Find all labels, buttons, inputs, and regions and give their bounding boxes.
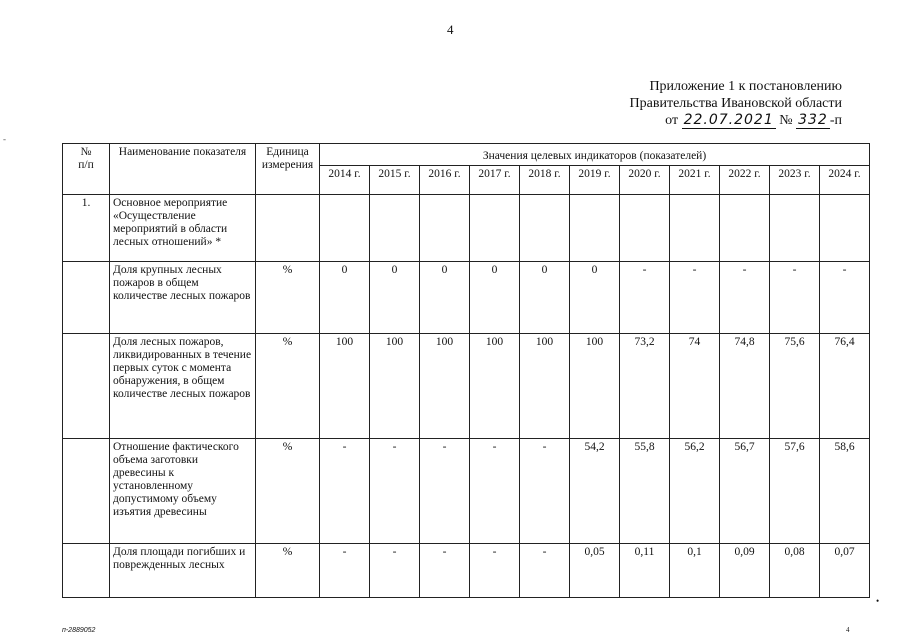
row-value	[520, 195, 570, 262]
row-value	[620, 195, 670, 262]
row-value: -	[470, 544, 520, 598]
row-value: -	[820, 262, 870, 334]
row-unit: %	[256, 262, 320, 334]
header-name: Наименование показателя	[110, 144, 256, 195]
row-value: -	[320, 439, 370, 544]
year-header: 2024 г.	[820, 166, 870, 195]
year-header: 2014 г.	[320, 166, 370, 195]
row-unit	[256, 195, 320, 262]
row-value	[770, 195, 820, 262]
row-no	[63, 544, 110, 598]
row-value	[320, 195, 370, 262]
year-header: 2023 г.	[770, 166, 820, 195]
appendix-line-2: Правительства Ивановской области	[629, 96, 842, 111]
row-unit: %	[256, 334, 320, 439]
row-no	[63, 262, 110, 334]
row-value: 100	[520, 334, 570, 439]
row-no	[63, 334, 110, 439]
row-value: 0,1	[670, 544, 720, 598]
row-value	[670, 195, 720, 262]
document-code: п-2889052	[62, 627, 96, 634]
row-value: 0,11	[620, 544, 670, 598]
row-unit: %	[256, 439, 320, 544]
row-value: 0	[570, 262, 620, 334]
row-value: -	[420, 439, 470, 544]
year-header: 2018 г.	[520, 166, 570, 195]
row-value	[470, 195, 520, 262]
table-row	[63, 439, 870, 544]
row-value: 100	[420, 334, 470, 439]
appendix-line-3	[630, 112, 842, 129]
number-label: №	[779, 113, 793, 128]
table-row	[63, 544, 870, 598]
row-value: -	[770, 262, 820, 334]
year-header: 2020 г.	[620, 166, 670, 195]
row-value: 100	[320, 334, 370, 439]
row-value: -	[720, 262, 770, 334]
row-value: 0,07	[820, 544, 870, 598]
row-value: -	[370, 439, 420, 544]
header-no: № п/п	[63, 144, 110, 195]
row-value: 58,6	[820, 439, 870, 544]
page-number: 4	[447, 22, 454, 37]
appendix-header	[630, 78, 842, 129]
row-value: 56,2	[670, 439, 720, 544]
row-value: 54,2	[570, 439, 620, 544]
table-row	[63, 195, 870, 262]
row-no	[63, 439, 110, 544]
row-value: -	[620, 262, 670, 334]
year-header: 2021 г.	[670, 166, 720, 195]
header-unit: Единица измерения	[256, 144, 320, 195]
row-name: Доля крупных лесных пожаров в общем количестве лесных пожаров	[110, 262, 256, 334]
year-header: 2015 г.	[370, 166, 420, 195]
row-value	[370, 195, 420, 262]
row-value: 100	[570, 334, 620, 439]
handwritten-date: 22.07.2021	[683, 112, 774, 128]
table-row	[63, 262, 870, 334]
row-name: Доля лесных пожаров, ликвидированных в течение первых суток с момента обнаружения, в общем количестве лесных пожаров	[110, 334, 256, 439]
row-value: -	[370, 544, 420, 598]
row-value: -	[670, 262, 720, 334]
row-value	[570, 195, 620, 262]
row-value: -	[520, 544, 570, 598]
row-value: 100	[370, 334, 420, 439]
row-value: 76,4	[820, 334, 870, 439]
right-margin-mark: •	[876, 596, 880, 606]
row-unit: %	[256, 544, 320, 598]
year-header: 2016 г.	[420, 166, 470, 195]
year-header: 2017 г.	[470, 166, 520, 195]
indicators-table	[62, 143, 870, 598]
row-value: 0,09	[720, 544, 770, 598]
row-value: -	[520, 439, 570, 544]
row-value: 73,2	[620, 334, 670, 439]
row-value: 75,6	[770, 334, 820, 439]
row-value: 74,8	[720, 334, 770, 439]
row-value: 0,05	[570, 544, 620, 598]
row-value: 0	[520, 262, 570, 334]
footer-mark: 4	[846, 626, 850, 634]
row-value: 0	[320, 262, 370, 334]
header-values-group: Значения целевых индикаторов (показателей)	[320, 144, 870, 166]
row-name: Основное мероприятие «Осуществление мероприятий в области лесных отношений» *	[110, 195, 256, 262]
row-value: 56,7	[720, 439, 770, 544]
number-suffix: -п	[829, 113, 842, 128]
row-name: Отношение фактического объема заготовки древесины к установленному допустимому объему изъятия древесины	[110, 439, 256, 544]
row-no: 1.	[63, 195, 110, 262]
year-header: 2022 г.	[720, 166, 770, 195]
row-value: 0	[420, 262, 470, 334]
row-value: -	[470, 439, 520, 544]
row-value: -	[420, 544, 470, 598]
row-value	[720, 195, 770, 262]
row-value: 0	[370, 262, 420, 334]
row-value: 74	[670, 334, 720, 439]
left-margin-mark: -	[3, 134, 6, 144]
row-value: 0,08	[770, 544, 820, 598]
handwritten-number: 332	[798, 112, 828, 128]
row-value: 55,8	[620, 439, 670, 544]
row-value: 0	[470, 262, 520, 334]
appendix-line-1: Приложение 1 к постановлению	[649, 79, 842, 94]
row-value	[820, 195, 870, 262]
from-label: от	[665, 113, 679, 128]
row-value: 100	[470, 334, 520, 439]
row-value	[420, 195, 470, 262]
year-header: 2019 г.	[570, 166, 620, 195]
row-name: Доля площади погибших и поврежденных лесных	[110, 544, 256, 598]
table-row	[63, 334, 870, 439]
row-value: 57,6	[770, 439, 820, 544]
row-value: -	[320, 544, 370, 598]
